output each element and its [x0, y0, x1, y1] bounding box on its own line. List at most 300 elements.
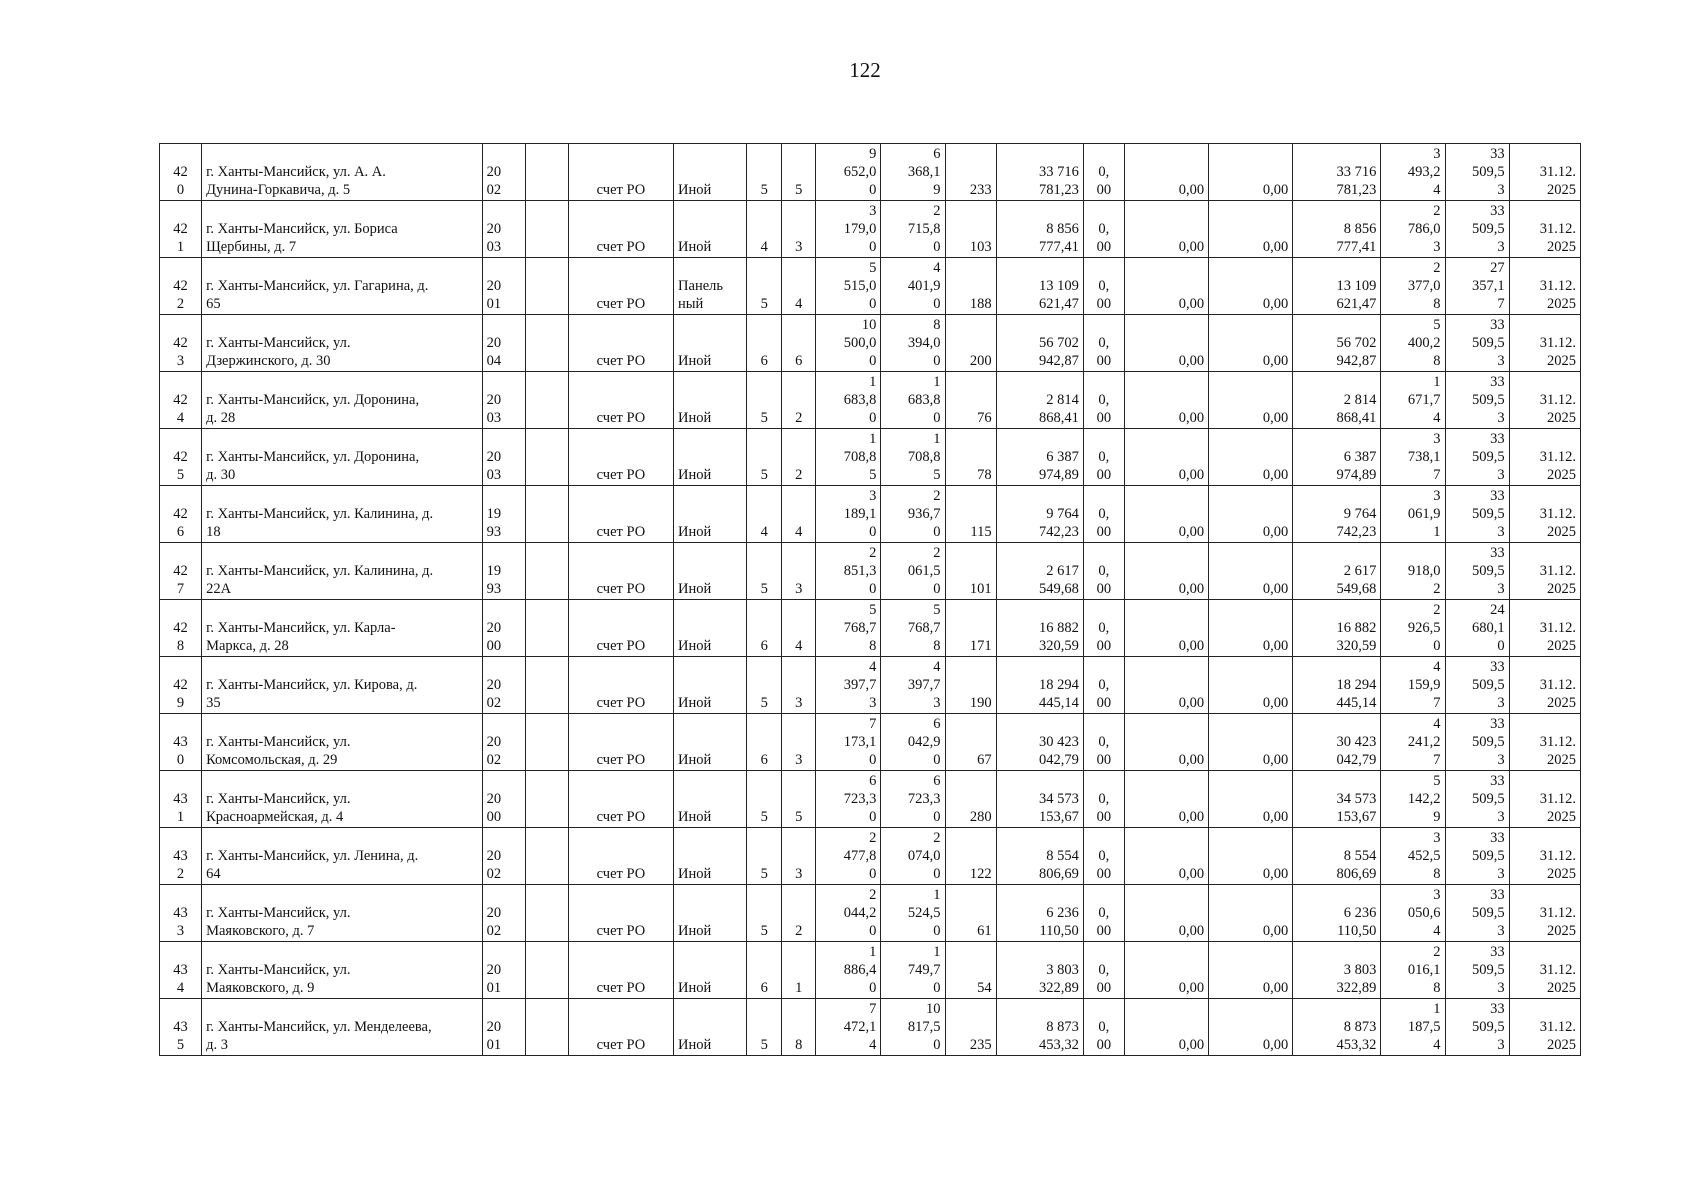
deadline-cell: 31.12. 2025 [1509, 999, 1580, 1056]
total-cost-cell: 18 294 445,14 [996, 657, 1083, 714]
budget-cell: 0,00 [1209, 714, 1293, 771]
residents-cell: 76 [945, 372, 996, 429]
wall-material-cell: Иной [674, 144, 747, 201]
fund-cell: 0,00 [1124, 315, 1208, 372]
owners-funds-cell: 16 882 320,59 [1293, 600, 1381, 657]
wall-material-cell: Иной [674, 942, 747, 999]
share-cell: 0, 00 [1083, 144, 1124, 201]
empty-cell [525, 315, 568, 372]
budget-cell: 0,00 [1209, 942, 1293, 999]
fund-cell: 0,00 [1124, 543, 1208, 600]
table-row [160, 885, 1581, 942]
limit-cost-cell: 33 509,5 3 [1445, 942, 1509, 999]
limit-cost-cell: 33 509,5 3 [1445, 657, 1509, 714]
total-area-cell: 9 652,0 0 [816, 144, 881, 201]
share-cell: 0, 00 [1083, 486, 1124, 543]
wall-material-cell: Иной [674, 999, 747, 1056]
funding-source-cell: счет РО [568, 771, 673, 828]
budget-cell: 0,00 [1209, 885, 1293, 942]
total-area-cell: 4 397,7 3 [816, 657, 881, 714]
residents-cell: 54 [945, 942, 996, 999]
fund-cell: 0,00 [1124, 657, 1208, 714]
fund-cell: 0,00 [1124, 885, 1208, 942]
table-row [160, 942, 1581, 999]
empty-cell [525, 258, 568, 315]
budget-cell: 0,00 [1209, 201, 1293, 258]
table-row [160, 828, 1581, 885]
living-area-cell: 6 042,9 0 [881, 714, 945, 771]
entrances-cell: 5 [782, 144, 816, 201]
empty-cell [525, 885, 568, 942]
unit-cost-cell: 5 400,2 8 [1381, 315, 1445, 372]
total-cost-cell: 6 236 110,50 [996, 885, 1083, 942]
wall-material-cell: Иной [674, 714, 747, 771]
residents-cell: 171 [945, 600, 996, 657]
fund-cell: 0,00 [1124, 600, 1208, 657]
deadline-cell: 31.12. 2025 [1509, 486, 1580, 543]
budget-cell: 0,00 [1209, 828, 1293, 885]
deadline-cell: 31.12. 2025 [1509, 144, 1580, 201]
total-cost-cell: 8 554 806,69 [996, 828, 1083, 885]
repair-program-table [159, 143, 1581, 1056]
year-cell: 20 00 [482, 600, 525, 657]
wall-material-cell: Иной [674, 543, 747, 600]
unit-cost-cell: 3 493,2 4 [1381, 144, 1445, 201]
table-row [160, 315, 1581, 372]
limit-cost-cell: 33 509,5 3 [1445, 429, 1509, 486]
fund-cell: 0,00 [1124, 999, 1208, 1056]
owners-funds-cell: 3 803 322,89 [1293, 942, 1381, 999]
floors-cell: 5 [747, 372, 782, 429]
limit-cost-cell: 33 509,5 3 [1445, 885, 1509, 942]
funding-source-cell: счет РО [568, 486, 673, 543]
floors-cell: 6 [747, 942, 782, 999]
residents-cell: 235 [945, 999, 996, 1056]
empty-cell [525, 714, 568, 771]
living-area-cell: 6 368,1 9 [881, 144, 945, 201]
empty-cell [525, 999, 568, 1056]
limit-cost-cell: 33 509,5 3 [1445, 486, 1509, 543]
funding-source-cell: счет РО [568, 543, 673, 600]
owners-funds-cell: 13 109 621,47 [1293, 258, 1381, 315]
entrances-cell: 4 [782, 258, 816, 315]
address-cell: г. Ханты-Мансийск, ул. Маяковского, д. 7 [202, 885, 483, 942]
empty-cell [525, 942, 568, 999]
empty-cell [525, 771, 568, 828]
owners-funds-cell: 34 573 153,67 [1293, 771, 1381, 828]
fund-cell: 0,00 [1124, 771, 1208, 828]
year-cell: 20 02 [482, 714, 525, 771]
funding-source-cell: счет РО [568, 600, 673, 657]
address-cell: г. Ханты-Мансийск, ул. Красноармейская, д. 4 [202, 771, 483, 828]
living-area-cell: 5 768,7 8 [881, 600, 945, 657]
unit-cost-cell: 2 926,5 0 [1381, 600, 1445, 657]
share-cell: 0, 00 [1083, 201, 1124, 258]
budget-cell: 0,00 [1209, 315, 1293, 372]
share-cell: 0, 00 [1083, 999, 1124, 1056]
year-cell: 20 03 [482, 201, 525, 258]
row-number: 42 6 [160, 486, 202, 543]
row-number: 42 9 [160, 657, 202, 714]
residents-cell: 67 [945, 714, 996, 771]
floors-cell: 6 [747, 600, 782, 657]
fund-cell: 0,00 [1124, 201, 1208, 258]
budget-cell: 0,00 [1209, 144, 1293, 201]
fund-cell: 0,00 [1124, 486, 1208, 543]
residents-cell: 200 [945, 315, 996, 372]
limit-cost-cell: 33 509,5 3 [1445, 315, 1509, 372]
floors-cell: 5 [747, 543, 782, 600]
owners-funds-cell: 33 716 781,23 [1293, 144, 1381, 201]
owners-funds-cell: 56 702 942,87 [1293, 315, 1381, 372]
unit-cost-cell: 4 159,9 7 [1381, 657, 1445, 714]
owners-funds-cell: 8 554 806,69 [1293, 828, 1381, 885]
year-cell: 20 00 [482, 771, 525, 828]
row-number: 42 3 [160, 315, 202, 372]
entrances-cell: 4 [782, 600, 816, 657]
year-cell: 20 04 [482, 315, 525, 372]
owners-funds-cell: 2 814 868,41 [1293, 372, 1381, 429]
wall-material-cell: Иной [674, 828, 747, 885]
living-area-cell: 6 723,3 0 [881, 771, 945, 828]
empty-cell [525, 600, 568, 657]
unit-cost-cell: 1 671,7 4 [1381, 372, 1445, 429]
table-row [160, 258, 1581, 315]
fund-cell: 0,00 [1124, 144, 1208, 201]
floors-cell: 5 [747, 258, 782, 315]
empty-cell [525, 372, 568, 429]
owners-funds-cell: 2 617 549,68 [1293, 543, 1381, 600]
wall-material-cell: Иной [674, 885, 747, 942]
funding-source-cell: счет РО [568, 714, 673, 771]
share-cell: 0, 00 [1083, 828, 1124, 885]
total-area-cell: 7 472,1 4 [816, 999, 881, 1056]
wall-material-cell: Иной [674, 771, 747, 828]
address-cell: г. Ханты-Мансийск, ул. Доронина, д. 28 [202, 372, 483, 429]
row-number: 42 8 [160, 600, 202, 657]
funding-source-cell: счет РО [568, 429, 673, 486]
entrances-cell: 3 [782, 201, 816, 258]
row-number: 42 4 [160, 372, 202, 429]
wall-material-cell: Панель ный [674, 258, 747, 315]
address-cell: г. Ханты-Мансийск, ул. Доронина, д. 30 [202, 429, 483, 486]
year-cell: 19 93 [482, 486, 525, 543]
limit-cost-cell: 33 509,5 3 [1445, 372, 1509, 429]
total-area-cell: 5 515,0 0 [816, 258, 881, 315]
entrances-cell: 3 [782, 543, 816, 600]
unit-cost-cell: 3 061,9 1 [1381, 486, 1445, 543]
entrances-cell: 8 [782, 999, 816, 1056]
limit-cost-cell: 33 509,5 3 [1445, 771, 1509, 828]
living-area-cell: 1 683,8 0 [881, 372, 945, 429]
budget-cell: 0,00 [1209, 657, 1293, 714]
entrances-cell: 2 [782, 429, 816, 486]
total-cost-cell: 2 617 549,68 [996, 543, 1083, 600]
deadline-cell: 31.12. 2025 [1509, 258, 1580, 315]
residents-cell: 122 [945, 828, 996, 885]
residents-cell: 190 [945, 657, 996, 714]
table-row [160, 600, 1581, 657]
year-cell: 20 01 [482, 999, 525, 1056]
budget-cell: 0,00 [1209, 258, 1293, 315]
address-cell: г. Ханты-Мансийск, ул. Дзержинского, д. 30 [202, 315, 483, 372]
floors-cell: 6 [747, 714, 782, 771]
deadline-cell: 31.12. 2025 [1509, 315, 1580, 372]
row-number: 43 2 [160, 828, 202, 885]
limit-cost-cell: 33 509,5 3 [1445, 714, 1509, 771]
funding-source-cell: счет РО [568, 258, 673, 315]
owners-funds-cell: 6 387 974,89 [1293, 429, 1381, 486]
deadline-cell: 31.12. 2025 [1509, 543, 1580, 600]
funding-source-cell: счет РО [568, 201, 673, 258]
owners-funds-cell: 8 873 453,32 [1293, 999, 1381, 1056]
floors-cell: 5 [747, 885, 782, 942]
budget-cell: 0,00 [1209, 486, 1293, 543]
budget-cell: 0,00 [1209, 429, 1293, 486]
total-area-cell: 6 723,3 0 [816, 771, 881, 828]
year-cell: 20 03 [482, 429, 525, 486]
total-cost-cell: 56 702 942,87 [996, 315, 1083, 372]
wall-material-cell: Иной [674, 315, 747, 372]
unit-cost-cell: 918,0 2 [1381, 543, 1445, 600]
limit-cost-cell: 33 509,5 3 [1445, 543, 1509, 600]
wall-material-cell: Иной [674, 657, 747, 714]
year-cell: 20 03 [482, 372, 525, 429]
total-cost-cell: 2 814 868,41 [996, 372, 1083, 429]
total-area-cell: 1 683,8 0 [816, 372, 881, 429]
owners-funds-cell: 6 236 110,50 [1293, 885, 1381, 942]
share-cell: 0, 00 [1083, 315, 1124, 372]
row-number: 43 4 [160, 942, 202, 999]
residents-cell: 188 [945, 258, 996, 315]
living-area-cell: 1 708,8 5 [881, 429, 945, 486]
floors-cell: 4 [747, 486, 782, 543]
residents-cell: 233 [945, 144, 996, 201]
owners-funds-cell: 18 294 445,14 [1293, 657, 1381, 714]
fund-cell: 0,00 [1124, 942, 1208, 999]
total-area-cell: 10 500,0 0 [816, 315, 881, 372]
entrances-cell: 3 [782, 828, 816, 885]
residents-cell: 101 [945, 543, 996, 600]
entrances-cell: 5 [782, 771, 816, 828]
total-cost-cell: 13 109 621,47 [996, 258, 1083, 315]
total-cost-cell: 34 573 153,67 [996, 771, 1083, 828]
floors-cell: 5 [747, 429, 782, 486]
deadline-cell: 31.12. 2025 [1509, 771, 1580, 828]
floors-cell: 5 [747, 771, 782, 828]
wall-material-cell: Иной [674, 486, 747, 543]
row-number: 43 3 [160, 885, 202, 942]
living-area-cell: 2 061,5 0 [881, 543, 945, 600]
total-area-cell: 7 173,1 0 [816, 714, 881, 771]
share-cell: 0, 00 [1083, 600, 1124, 657]
funding-source-cell: счет РО [568, 942, 673, 999]
share-cell: 0, 00 [1083, 372, 1124, 429]
budget-cell: 0,00 [1209, 372, 1293, 429]
limit-cost-cell: 27 357,1 7 [1445, 258, 1509, 315]
unit-cost-cell: 3 050,6 4 [1381, 885, 1445, 942]
address-cell: г. Ханты-Мансийск, ул. Менделеева, д. 3 [202, 999, 483, 1056]
year-cell: 20 02 [482, 885, 525, 942]
empty-cell [525, 201, 568, 258]
unit-cost-cell: 3 452,5 8 [1381, 828, 1445, 885]
table-row [160, 771, 1581, 828]
funding-source-cell: счет РО [568, 828, 673, 885]
table-row [160, 657, 1581, 714]
living-area-cell: 4 397,7 3 [881, 657, 945, 714]
share-cell: 0, 00 [1083, 885, 1124, 942]
limit-cost-cell: 33 509,5 3 [1445, 828, 1509, 885]
row-number: 43 1 [160, 771, 202, 828]
living-area-cell: 2 936,7 0 [881, 486, 945, 543]
fund-cell: 0,00 [1124, 372, 1208, 429]
deadline-cell: 31.12. 2025 [1509, 885, 1580, 942]
residents-cell: 78 [945, 429, 996, 486]
address-cell: г. Ханты-Мансийск, ул. Ленина, д. 64 [202, 828, 483, 885]
address-cell: г. Ханты-Мансийск, ул. Комсомольская, д. 29 [202, 714, 483, 771]
row-number: 42 5 [160, 429, 202, 486]
row-number: 42 1 [160, 201, 202, 258]
total-area-cell: 3 189,1 0 [816, 486, 881, 543]
deadline-cell: 31.12. 2025 [1509, 942, 1580, 999]
funding-source-cell: счет РО [568, 144, 673, 201]
entrances-cell: 3 [782, 657, 816, 714]
row-number: 42 2 [160, 258, 202, 315]
total-area-cell: 2 477,8 0 [816, 828, 881, 885]
wall-material-cell: Иной [674, 429, 747, 486]
floors-cell: 6 [747, 315, 782, 372]
deadline-cell: 31.12. 2025 [1509, 372, 1580, 429]
fund-cell: 0,00 [1124, 828, 1208, 885]
total-area-cell: 1 886,4 0 [816, 942, 881, 999]
total-cost-cell: 9 764 742,23 [996, 486, 1083, 543]
row-number: 42 0 [160, 144, 202, 201]
entrances-cell: 1 [782, 942, 816, 999]
table-row [160, 486, 1581, 543]
address-cell: г. Ханты-Мансийск, ул. Кирова, д. 35 [202, 657, 483, 714]
living-area-cell: 4 401,9 0 [881, 258, 945, 315]
floors-cell: 5 [747, 657, 782, 714]
unit-cost-cell: 2 786,0 3 [1381, 201, 1445, 258]
share-cell: 0, 00 [1083, 657, 1124, 714]
empty-cell [525, 828, 568, 885]
residents-cell: 280 [945, 771, 996, 828]
entrances-cell: 2 [782, 885, 816, 942]
living-area-cell: 1 749,7 0 [881, 942, 945, 999]
budget-cell: 0,00 [1209, 543, 1293, 600]
fund-cell: 0,00 [1124, 714, 1208, 771]
table-row [160, 999, 1581, 1056]
table-row [160, 201, 1581, 258]
budget-cell: 0,00 [1209, 771, 1293, 828]
limit-cost-cell: 33 509,5 3 [1445, 201, 1509, 258]
deadline-cell: 31.12. 2025 [1509, 828, 1580, 885]
total-cost-cell: 6 387 974,89 [996, 429, 1083, 486]
empty-cell [525, 429, 568, 486]
wall-material-cell: Иной [674, 372, 747, 429]
funding-source-cell: счет РО [568, 885, 673, 942]
living-area-cell: 2 074,0 0 [881, 828, 945, 885]
row-number: 43 0 [160, 714, 202, 771]
limit-cost-cell: 24 680,1 0 [1445, 600, 1509, 657]
empty-cell [525, 657, 568, 714]
budget-cell: 0,00 [1209, 600, 1293, 657]
entrances-cell: 3 [782, 714, 816, 771]
floors-cell: 5 [747, 144, 782, 201]
fund-cell: 0,00 [1124, 429, 1208, 486]
total-area-cell: 1 708,8 5 [816, 429, 881, 486]
total-cost-cell: 3 803 322,89 [996, 942, 1083, 999]
wall-material-cell: Иной [674, 201, 747, 258]
empty-cell [525, 543, 568, 600]
floors-cell: 4 [747, 201, 782, 258]
year-cell: 20 02 [482, 144, 525, 201]
table-row [160, 144, 1581, 201]
address-cell: г. Ханты-Мансийск, ул. Калинина, д. 18 [202, 486, 483, 543]
year-cell: 20 02 [482, 657, 525, 714]
total-area-cell: 2 851,3 0 [816, 543, 881, 600]
year-cell: 20 01 [482, 942, 525, 999]
unit-cost-cell: 3 738,1 7 [1381, 429, 1445, 486]
deadline-cell: 31.12. 2025 [1509, 714, 1580, 771]
deadline-cell: 31.12. 2025 [1509, 657, 1580, 714]
residents-cell: 115 [945, 486, 996, 543]
total-area-cell: 3 179,0 0 [816, 201, 881, 258]
share-cell: 0, 00 [1083, 429, 1124, 486]
total-cost-cell: 16 882 320,59 [996, 600, 1083, 657]
table-body [160, 144, 1581, 1056]
living-area-cell: 2 715,8 0 [881, 201, 945, 258]
residents-cell: 103 [945, 201, 996, 258]
funding-source-cell: счет РО [568, 372, 673, 429]
entrances-cell: 2 [782, 372, 816, 429]
total-area-cell: 5 768,7 8 [816, 600, 881, 657]
owners-funds-cell: 30 423 042,79 [1293, 714, 1381, 771]
fund-cell: 0,00 [1124, 258, 1208, 315]
living-area-cell: 8 394,0 0 [881, 315, 945, 372]
deadline-cell: 31.12. 2025 [1509, 201, 1580, 258]
share-cell: 0, 00 [1083, 543, 1124, 600]
share-cell: 0, 00 [1083, 771, 1124, 828]
table-row [160, 429, 1581, 486]
limit-cost-cell: 33 509,5 3 [1445, 999, 1509, 1056]
unit-cost-cell: 2 016,1 8 [1381, 942, 1445, 999]
table-row [160, 543, 1581, 600]
total-area-cell: 2 044,2 0 [816, 885, 881, 942]
limit-cost-cell: 33 509,5 3 [1445, 144, 1509, 201]
entrances-cell: 4 [782, 486, 816, 543]
unit-cost-cell: 2 377,0 8 [1381, 258, 1445, 315]
funding-source-cell: счет РО [568, 999, 673, 1056]
address-cell: г. Ханты-Мансийск, ул. Карла- Маркса, д. 28 [202, 600, 483, 657]
table-row [160, 372, 1581, 429]
residents-cell: 61 [945, 885, 996, 942]
funding-source-cell: счет РО [568, 315, 673, 372]
address-cell: г. Ханты-Мансийск, ул. А. А. Дунина-Горкавича, д. 5 [202, 144, 483, 201]
owners-funds-cell: 9 764 742,23 [1293, 486, 1381, 543]
year-cell: 20 02 [482, 828, 525, 885]
address-cell: г. Ханты-Мансийск, ул. Бориса Щербины, д. 7 [202, 201, 483, 258]
address-cell: г. Ханты-Мансийск, ул. Гагарина, д. 65 [202, 258, 483, 315]
row-number: 43 5 [160, 999, 202, 1056]
funding-source-cell: счет РО [568, 657, 673, 714]
owners-funds-cell: 8 856 777,41 [1293, 201, 1381, 258]
unit-cost-cell: 5 142,2 9 [1381, 771, 1445, 828]
living-area-cell: 10 817,5 0 [881, 999, 945, 1056]
year-cell: 20 01 [482, 258, 525, 315]
page-number: 122 [849, 58, 881, 82]
entrances-cell: 6 [782, 315, 816, 372]
